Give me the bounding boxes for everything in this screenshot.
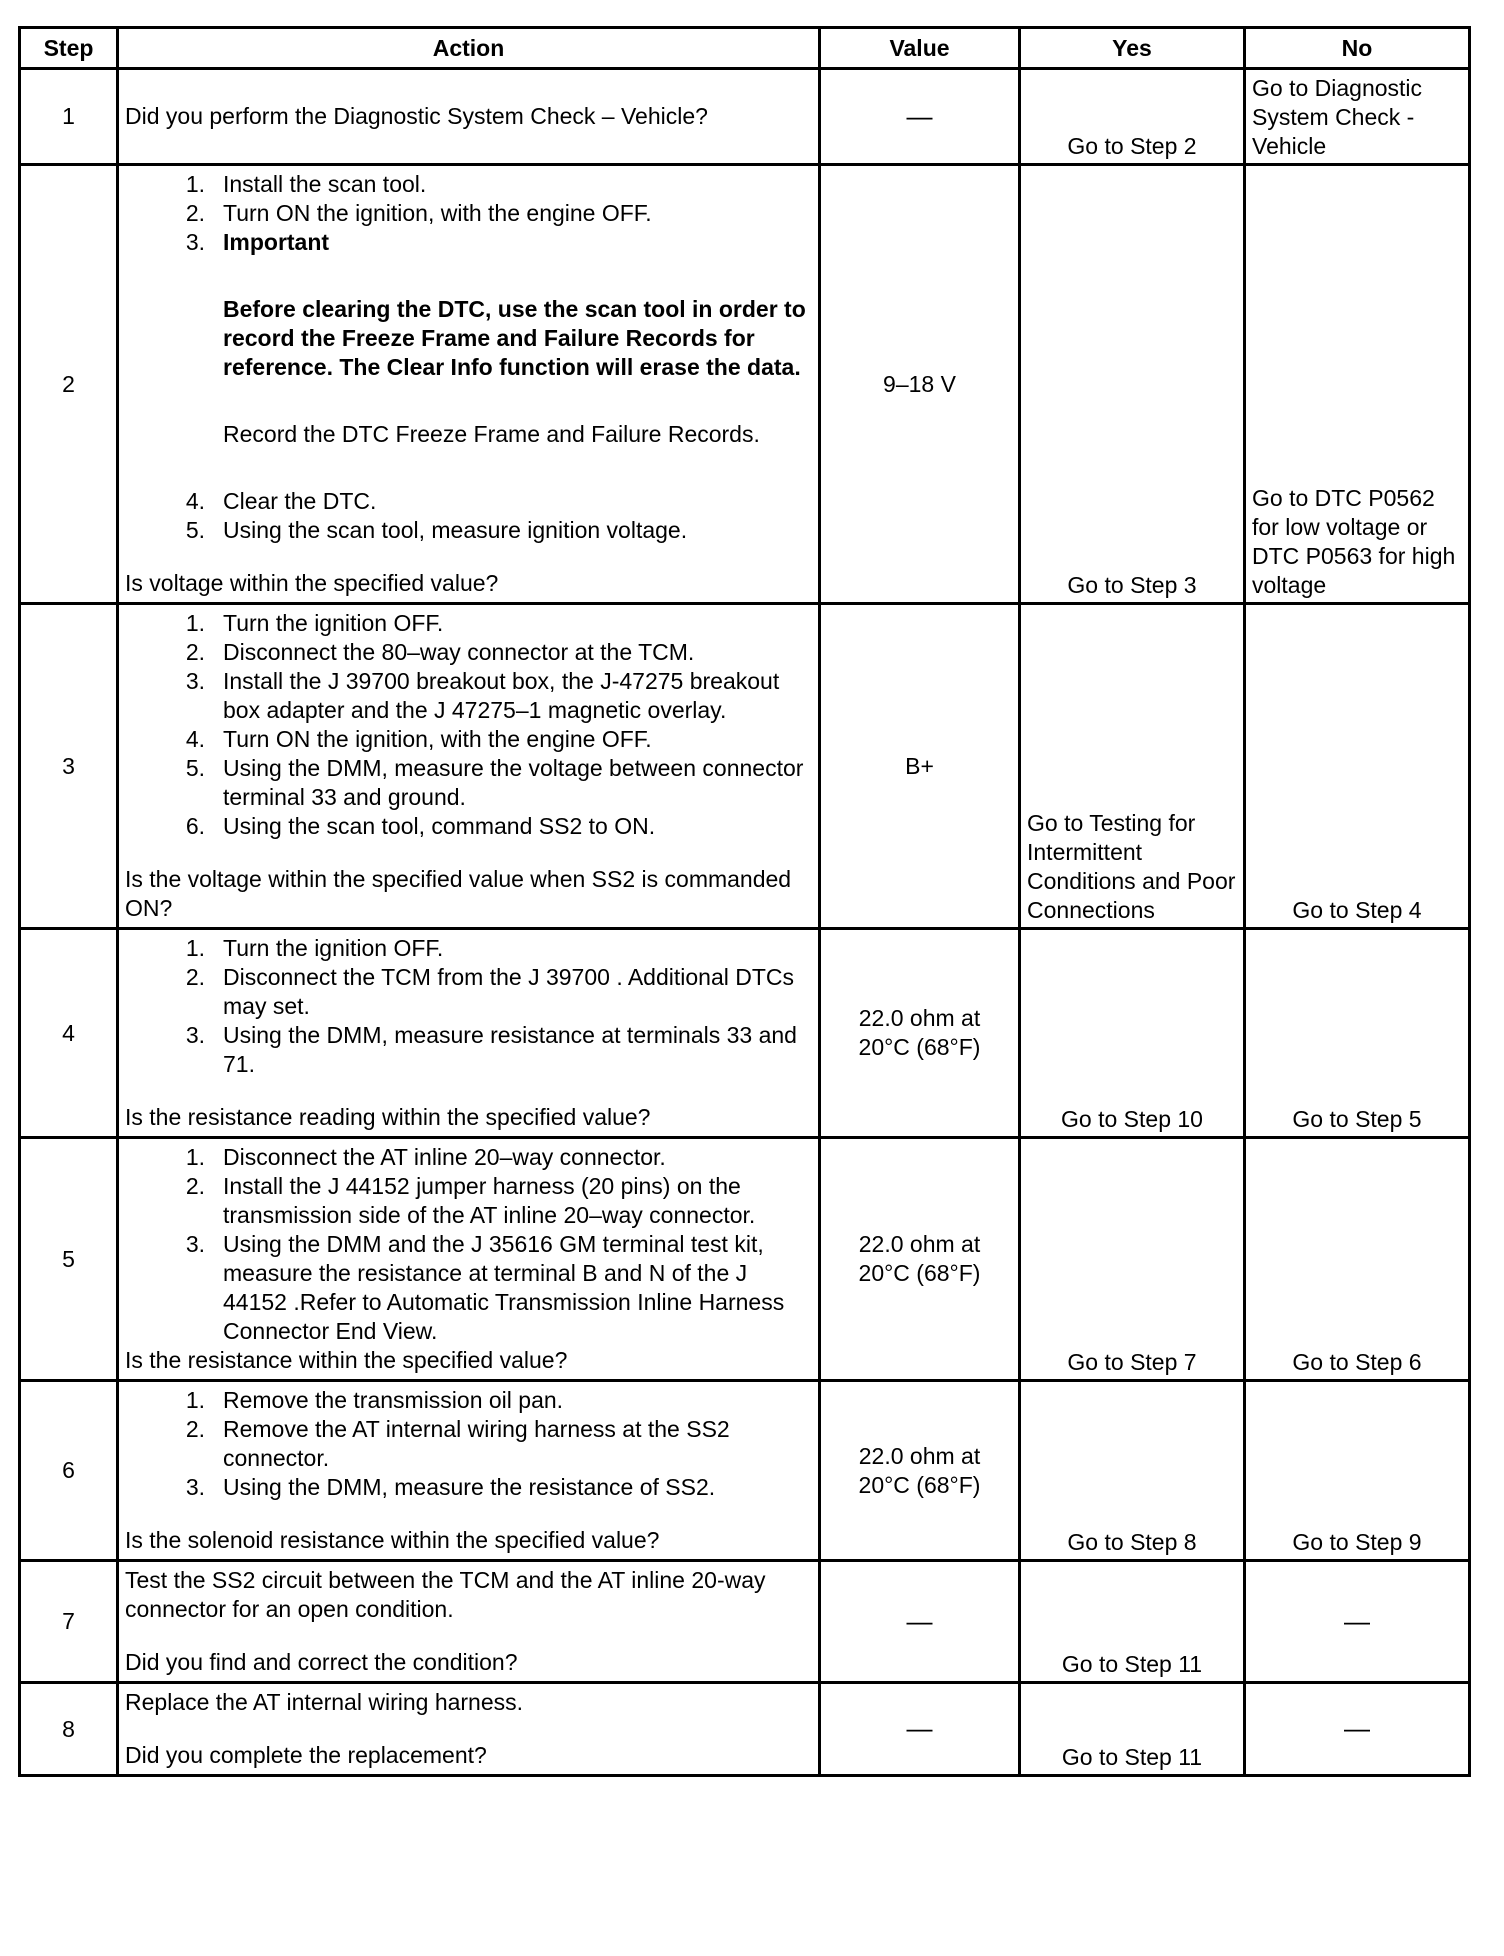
action-cell [118, 69, 820, 165]
yes-link[interactable]: Go to Step 7 [1067, 1349, 1197, 1375]
diagnostic-document [18, 26, 1468, 1777]
question-text: Is the solenoid resistance within the specified value? [125, 1527, 660, 1553]
question-text: Is the resistance within the specified value? [125, 1347, 568, 1373]
table-row [20, 69, 1470, 165]
value-cell [820, 604, 1020, 929]
list-item: 1. Turn the ignition OFF. [185, 935, 444, 961]
yes-link[interactable]: Go to Step 10 [1061, 1106, 1203, 1132]
list-item: 6. Using the scan tool, command SS2 to ON. [185, 813, 656, 839]
table-row [20, 165, 1470, 604]
list-item: 2. Disconnect the 80–way connector at the TCM. [185, 639, 695, 665]
list-item: 4. Clear the DTC. [185, 488, 377, 514]
yes-link[interactable]: Go to Step 8 [1067, 1529, 1197, 1555]
header-yes: Yes [1020, 28, 1245, 69]
list-item: 5. Using the scan tool, measure ignition voltage. [185, 517, 688, 543]
value-cell [820, 165, 1020, 604]
yes-cell [1020, 1561, 1245, 1683]
step-number: 2 [20, 165, 118, 604]
step-number: 3 [20, 604, 118, 929]
value-text: — [906, 1713, 933, 1743]
table-row [20, 604, 1470, 929]
header-value: Value [820, 28, 1020, 69]
list-item: 2. Disconnect the TCM from the J 39700 . Additional DTCs may set. [185, 964, 795, 1019]
step-number: 6 [20, 1381, 118, 1561]
yes-link[interactable]: Go to Step 11 [1061, 1744, 1203, 1770]
list-item: 3. Using the DMM, measure resistance at terminals 33 and 71. [185, 1022, 797, 1077]
yes-cell [1020, 604, 1245, 929]
yes-cell [1020, 1138, 1245, 1381]
step-number: 5 [20, 1138, 118, 1381]
no-cell [1245, 1381, 1470, 1561]
question-text: Did you complete the replacement? [125, 1742, 487, 1768]
action-cell [118, 1138, 820, 1381]
question-text: Is voltage within the specified value? [125, 570, 499, 596]
no-link[interactable]: Go to Diagnostic System Check - Vehicle [1252, 75, 1423, 159]
question-text: Is the voltage within the specified value when SS2 is commanded ON? [125, 866, 792, 921]
no-cell [1245, 1138, 1470, 1381]
no-cell [1245, 604, 1470, 929]
table-row [20, 1683, 1470, 1776]
yes-link[interactable]: Go to Testing for Intermittent Conditions and Poor Connections [1027, 810, 1236, 923]
list-item: 3. Install the J 39700 breakout box, the J-47275 breakout box adapter and the J 47275–1 magnetic overlay. [185, 668, 780, 723]
header-row [20, 28, 1470, 69]
no-cell [1245, 929, 1470, 1138]
no-link[interactable]: Go to Step 5 [1292, 1106, 1422, 1132]
diagnostic-table [18, 26, 1471, 1777]
yes-link[interactable]: Go to Step 3 [1067, 572, 1197, 598]
list-item: 4. Turn ON the ignition, with the engine OFF. [185, 726, 652, 752]
value-text: 22.0 ohm at 20°C (68°F) [858, 1442, 981, 1498]
action-text: Replace the AT internal wiring harness. [125, 1689, 524, 1715]
list-item: 1. Turn the ignition OFF. [185, 610, 444, 636]
value-text: 9–18 V [883, 370, 956, 397]
action-list [125, 609, 812, 841]
yes-cell [1020, 929, 1245, 1138]
question-text: Did you find and correct the condition? [125, 1649, 518, 1675]
value-cell [820, 1683, 1020, 1776]
yes-link[interactable]: Go to Step 11 [1061, 1651, 1203, 1677]
list-item: 1. Disconnect the AT inline 20–way connector. [185, 1144, 666, 1170]
value-cell [820, 69, 1020, 165]
list-item: 1. Install the scan tool. [185, 171, 427, 197]
list-item: 1. Remove the transmission oil pan. [185, 1387, 564, 1413]
action-list [125, 170, 812, 545]
action-cell [118, 165, 820, 604]
header-step: Step [20, 28, 118, 69]
list-item: 5. Using the DMM, measure the voltage between connector terminal 33 and ground. [185, 755, 804, 810]
value-text: B+ [905, 752, 934, 779]
yes-cell [1020, 1381, 1245, 1561]
action-cell [118, 1683, 820, 1776]
action-cell [118, 1381, 820, 1561]
no-cell [1245, 165, 1470, 604]
no-cell [1245, 1683, 1470, 1776]
value-cell [820, 929, 1020, 1138]
sub-note: Record the DTC Freeze Frame and Failure Records. [223, 421, 760, 447]
list-item: 2. Install the J 44152 jumper harness (20 pins) on the transmission side of the AT inline 20–way connector. [185, 1173, 756, 1228]
yes-cell [1020, 165, 1245, 604]
action-cell [118, 604, 820, 929]
action-cell [118, 929, 820, 1138]
action-list [125, 1143, 812, 1346]
value-cell [820, 1138, 1020, 1381]
important-note: Before clearing the DTC, use the scan tool in order to record the Freeze Frame and Failure Records for reference. The Clear Info function will erase the data. [223, 296, 806, 380]
action-text: Did you perform the Diagnostic System Check – Vehicle? [125, 103, 708, 129]
value-text: — [906, 1605, 933, 1636]
no-cell [1245, 1561, 1470, 1683]
important-label: Important [223, 229, 330, 255]
step-number: 4 [20, 929, 118, 1138]
list-item: 2. Turn ON the ignition, with the engine OFF. [185, 200, 652, 226]
no-text: — [1344, 1713, 1370, 1743]
action-text: Test the SS2 circuit between the TCM and the AT inline 20-way connector for an open condition. [125, 1567, 766, 1622]
list-item: 3. Important Before clearing the DTC, use the scan tool in order to record the Freeze Frame and Failure Records for reference. The Clear Info function will erase the data. Record the DTC Freeze Frame and Failure Records. [177, 228, 812, 449]
no-link[interactable]: Go to Step 4 [1292, 897, 1422, 923]
value-text: — [906, 100, 933, 131]
action-list [125, 1386, 812, 1502]
list-item: 3. Using the DMM, measure the resistance of SS2. [185, 1474, 716, 1500]
step-number: 1 [20, 69, 118, 165]
yes-link[interactable]: Go to Step 2 [1067, 133, 1197, 159]
value-text: 22.0 ohm at 20°C (68°F) [858, 1231, 981, 1286]
table-row [20, 1138, 1470, 1381]
table-row [20, 929, 1470, 1138]
header-no: No [1245, 28, 1470, 69]
table-row [20, 1381, 1470, 1561]
no-link[interactable]: Go to Step 9 [1292, 1529, 1422, 1555]
no-link[interactable]: Go to Step 6 [1292, 1349, 1422, 1375]
value-text: 22.0 ohm at 20°C (68°F) [858, 1005, 981, 1060]
list-item: 3. Using the DMM and the J 35616 GM terminal test kit, measure the resistance at terminal B and N of the J 44152 .Refer to Automatic Transmission Inline Harness Connector End View. [185, 1231, 785, 1344]
value-cell [820, 1561, 1020, 1683]
question-text: Is the resistance reading within the specified value? [125, 1104, 651, 1130]
list-item: 2. Remove the AT internal wiring harness at the SS2 connector. [185, 1416, 730, 1471]
no-text: — [1344, 1605, 1370, 1636]
table-row [20, 1561, 1470, 1683]
value-cell [820, 1381, 1020, 1561]
header-action: Action [118, 28, 820, 69]
no-link[interactable]: Go to DTC P0562 for low voltage or DTC P0563 for high voltage [1252, 485, 1456, 598]
step-number: 7 [20, 1561, 118, 1683]
yes-cell [1020, 1683, 1245, 1776]
action-cell [118, 1561, 820, 1683]
yes-cell [1020, 69, 1245, 165]
action-list [125, 934, 812, 1079]
no-cell [1245, 69, 1470, 165]
step-number: 8 [20, 1683, 118, 1776]
